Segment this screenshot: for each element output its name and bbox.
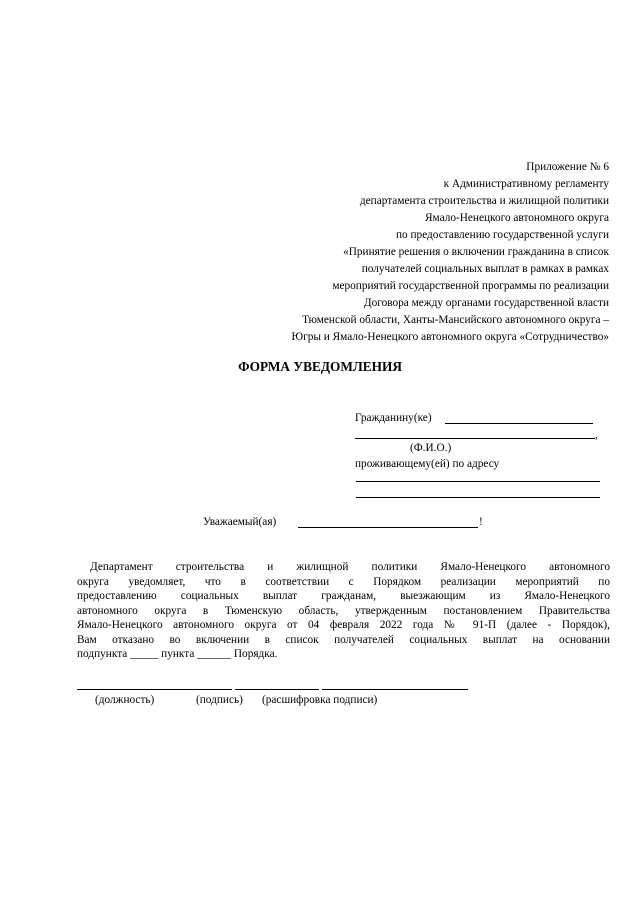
document-title: ФОРМА УВЕДОМЛЕНИЯ: [238, 359, 402, 374]
citizen-label: Гражданину(ке): [355, 412, 432, 424]
header-line: Ямало-Ненецкого автономного округа: [424, 212, 609, 224]
position-label: (должность): [95, 694, 155, 706]
body-line: Ямало-Ненецкого автономного округа от 04 февраля 2022 года № 91-П (далее - Порядок),: [77, 619, 610, 631]
signature-line[interactable]: [235, 689, 319, 690]
header-line: Югры и Ямало-Ненецкого автономного округа «Сотрудничество»: [291, 331, 609, 343]
fio-label: (Ф.И.О.): [410, 442, 452, 454]
body-line: Вам отказано во включении в список получателей социальных выплат на основании: [77, 633, 610, 646]
salutation-name-line[interactable]: [298, 527, 478, 528]
body-line: автономного округа в Тюменскую область, утвержденным постановлением Правительства: [77, 604, 610, 617]
header-line: Договора между органами государственной власти: [363, 297, 609, 309]
header-line: по предоставлению государственной услуги: [395, 229, 609, 241]
body-line: округа уведомляет, что в соответствии с Порядком реализации мероприятий по: [77, 575, 610, 588]
address-line-2[interactable]: [356, 497, 600, 498]
body-line: Департамент строительства и жилищной политики Ямало-Ненецкого автономного: [90, 561, 610, 573]
body-paragraph: [77, 560, 610, 662]
header-line: получателей социальных выплат в рамках в рамках: [361, 263, 609, 275]
header-line: к Административному регламенту: [443, 178, 609, 190]
header-line: мероприятий государственной программы по реализации: [332, 280, 609, 292]
decryption-line[interactable]: [322, 689, 468, 690]
citizen-name-line[interactable]: [445, 423, 593, 424]
comma-mark: ,: [595, 429, 598, 441]
salutation-label: Уважаемый(ая): [203, 516, 277, 528]
citizen-name-line-2[interactable]: [355, 438, 595, 439]
body-line: подпункта _____ пункта ______ Порядка.: [77, 648, 278, 660]
body-line: предоставлению социальных выплат гражданам, выезжающим из Ямало-Ненецкого: [77, 590, 610, 602]
header-line: Приложение № 6: [526, 161, 609, 173]
header-line: Тюменской области, Ханты-Мансийского автономного округа –: [302, 314, 609, 326]
decryption-label: (расшифровка подписи): [262, 694, 378, 706]
position-line[interactable]: [77, 689, 232, 690]
header-line: департамента строительства и жилищной политики: [359, 195, 609, 207]
salutation-end: !: [479, 516, 483, 528]
address-line-1[interactable]: [356, 481, 600, 482]
header-line: «Принятие решения о включении гражданина в список: [343, 246, 609, 258]
address-label: проживающему(ей) по адресу: [355, 458, 500, 470]
signature-label: (подпись): [196, 694, 243, 706]
